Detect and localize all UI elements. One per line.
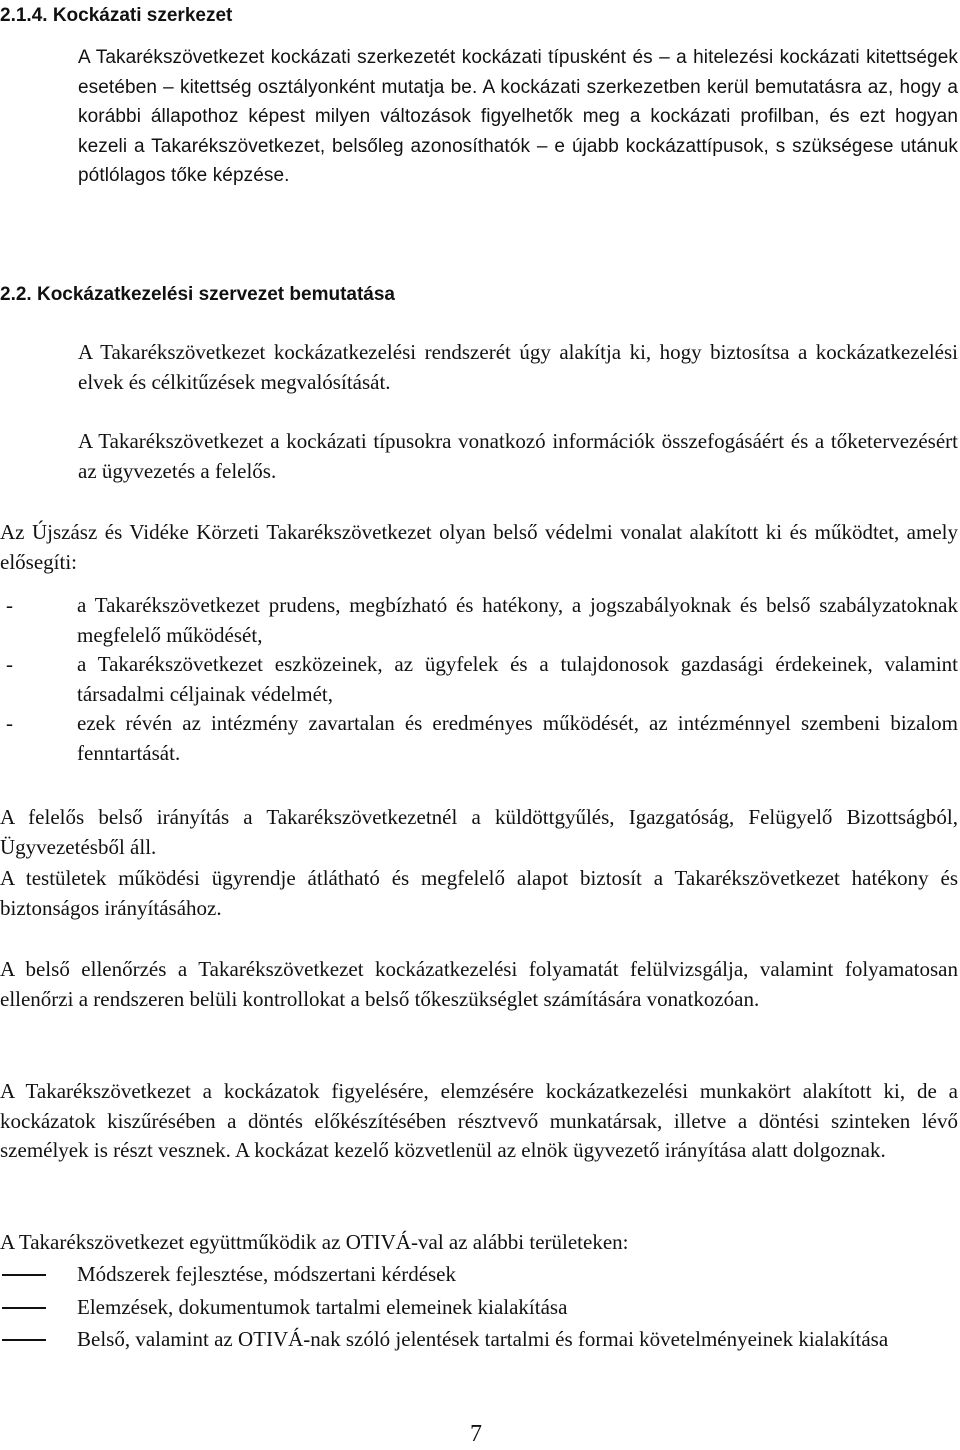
list-item [0, 1260, 958, 1290]
list-item-text: ezek révén az intézmény zavartalan és eredményes működését, az intézménnyel szembeni bizalom fenntartását. [77, 711, 958, 765]
section-heading-2-1-4: 2.1.4. Kockázati szerkezet [0, 5, 233, 26]
internal-defense-intro: Az Újszász és Vidéke Körzeti Takarékszövetkezet olyan belső védelmi vonalat alakított ki és működtet, amely elősegíti: [0, 520, 958, 574]
governance-paragraph-2: A testületek működési ügyrendje átlátható és megfelelő alapot biztosít a Takarékszövetkezet hatékony és biztonságos irányításához. [0, 866, 958, 920]
list-item [0, 591, 958, 650]
dash-marker: - [6, 711, 13, 735]
dash-marker [2, 1274, 46, 1276]
risk-monitoring-paragraph: A Takarékszövetkezet a kockázatok figyelésére, elemzésére kockázatkezelési munkakört alakított ki, de a kockázatok kiszűrésében a döntés előkészítésében résztvevő munkatársak, illetve a döntési szinteken lévő személyek is részt vesznek. A kockázat kezelő közvetlenül az elnök ügyvezető irányítása alatt dolgoznak. [0, 1079, 958, 1162]
page-number: 7 [470, 1421, 482, 1447]
otiva-list [0, 1260, 958, 1355]
list-item-text: Módszerek fejlesztése, módszertani kérdések [77, 1262, 457, 1286]
list-item [0, 650, 958, 709]
section-heading-2-2: 2.2. Kockázatkezelési szervezet bemutatása [0, 284, 395, 305]
dash-marker [2, 1339, 46, 1341]
list-item [0, 709, 958, 768]
governance-paragraph-1: A felelős belső irányítás a Takarékszövetkezetnél a küldöttgyűlés, Igazgatóság, Felügyelő Bizottságból, Ügyvezetésből áll. [0, 805, 958, 859]
otiva-intro: A Takarékszövetkezet együttműködik az OTIVÁ-val az alábbi területeken: [0, 1230, 629, 1254]
list-item-text: Elemzések, dokumentumok tartalmi elemeinek kialakítása [77, 1294, 568, 1319]
internal-audit-paragraph: A belső ellenőrzés a Takarékszövetkezet kockázatkezelési folyamatát felülvizsgálja, valamint folyamatosan ellenőrzi a rendszeren belüli kontrollokat a belső tőkeszükséglet számítására vonatkozóan. [0, 957, 958, 1011]
internal-defense-list [0, 591, 958, 768]
dash-marker: - [6, 652, 13, 676]
list-item [0, 1293, 958, 1323]
list-item-text: Belső, valamint az OTIVÁ-nak szóló jelentések tartalmi és formai követelményeinek kialakítása [77, 1327, 889, 1351]
dash-marker [2, 1307, 46, 1309]
list-item [0, 1325, 958, 1355]
list-item-text: a Takarékszövetkezet prudens, megbízható és hatékony, a jogszabályoknak és belső szabályzatoknak megfelelő működését, [77, 593, 958, 647]
section-2-2-paragraph-1: A Takarékszövetkezet kockázatkezelési rendszerét úgy alakítja ki, hogy biztosítsa a kockázatkezelési elvek és célkitűzések megvalósítását. [78, 340, 958, 394]
section-2-1-4-paragraph: A Takarékszövetkezet kockázati szerkezetét kockázati típusként és – a hitelezési kockázati kitettségek esetében – kitettség osztályonként mutatja be. A kockázati szerkezetben kerül bemutatásra az, hogy a korábbi állapothoz képest milyen változások figyelhetők meg a kockázati profilban, és ezt hogyan kezeli a Takarékszövetkezet, belsőleg azonosíthatók – e újabb kockázattípusok, s szükségese utánuk pótlólagos tőke képzése. [78, 47, 958, 186]
list-item-text: a Takarékszövetkezet eszközeinek, az ügyfelek és a tulajdonosok gazdasági érdekeinek, valamint társadalmi céljainak védelmét, [77, 652, 958, 706]
dash-marker: - [6, 593, 13, 617]
section-2-2-paragraph-2: A Takarékszövetkezet a kockázati típusokra vonatkozó információk összefogásáért és a tőketervezésért az ügyvezetés a felelős. [78, 429, 958, 483]
